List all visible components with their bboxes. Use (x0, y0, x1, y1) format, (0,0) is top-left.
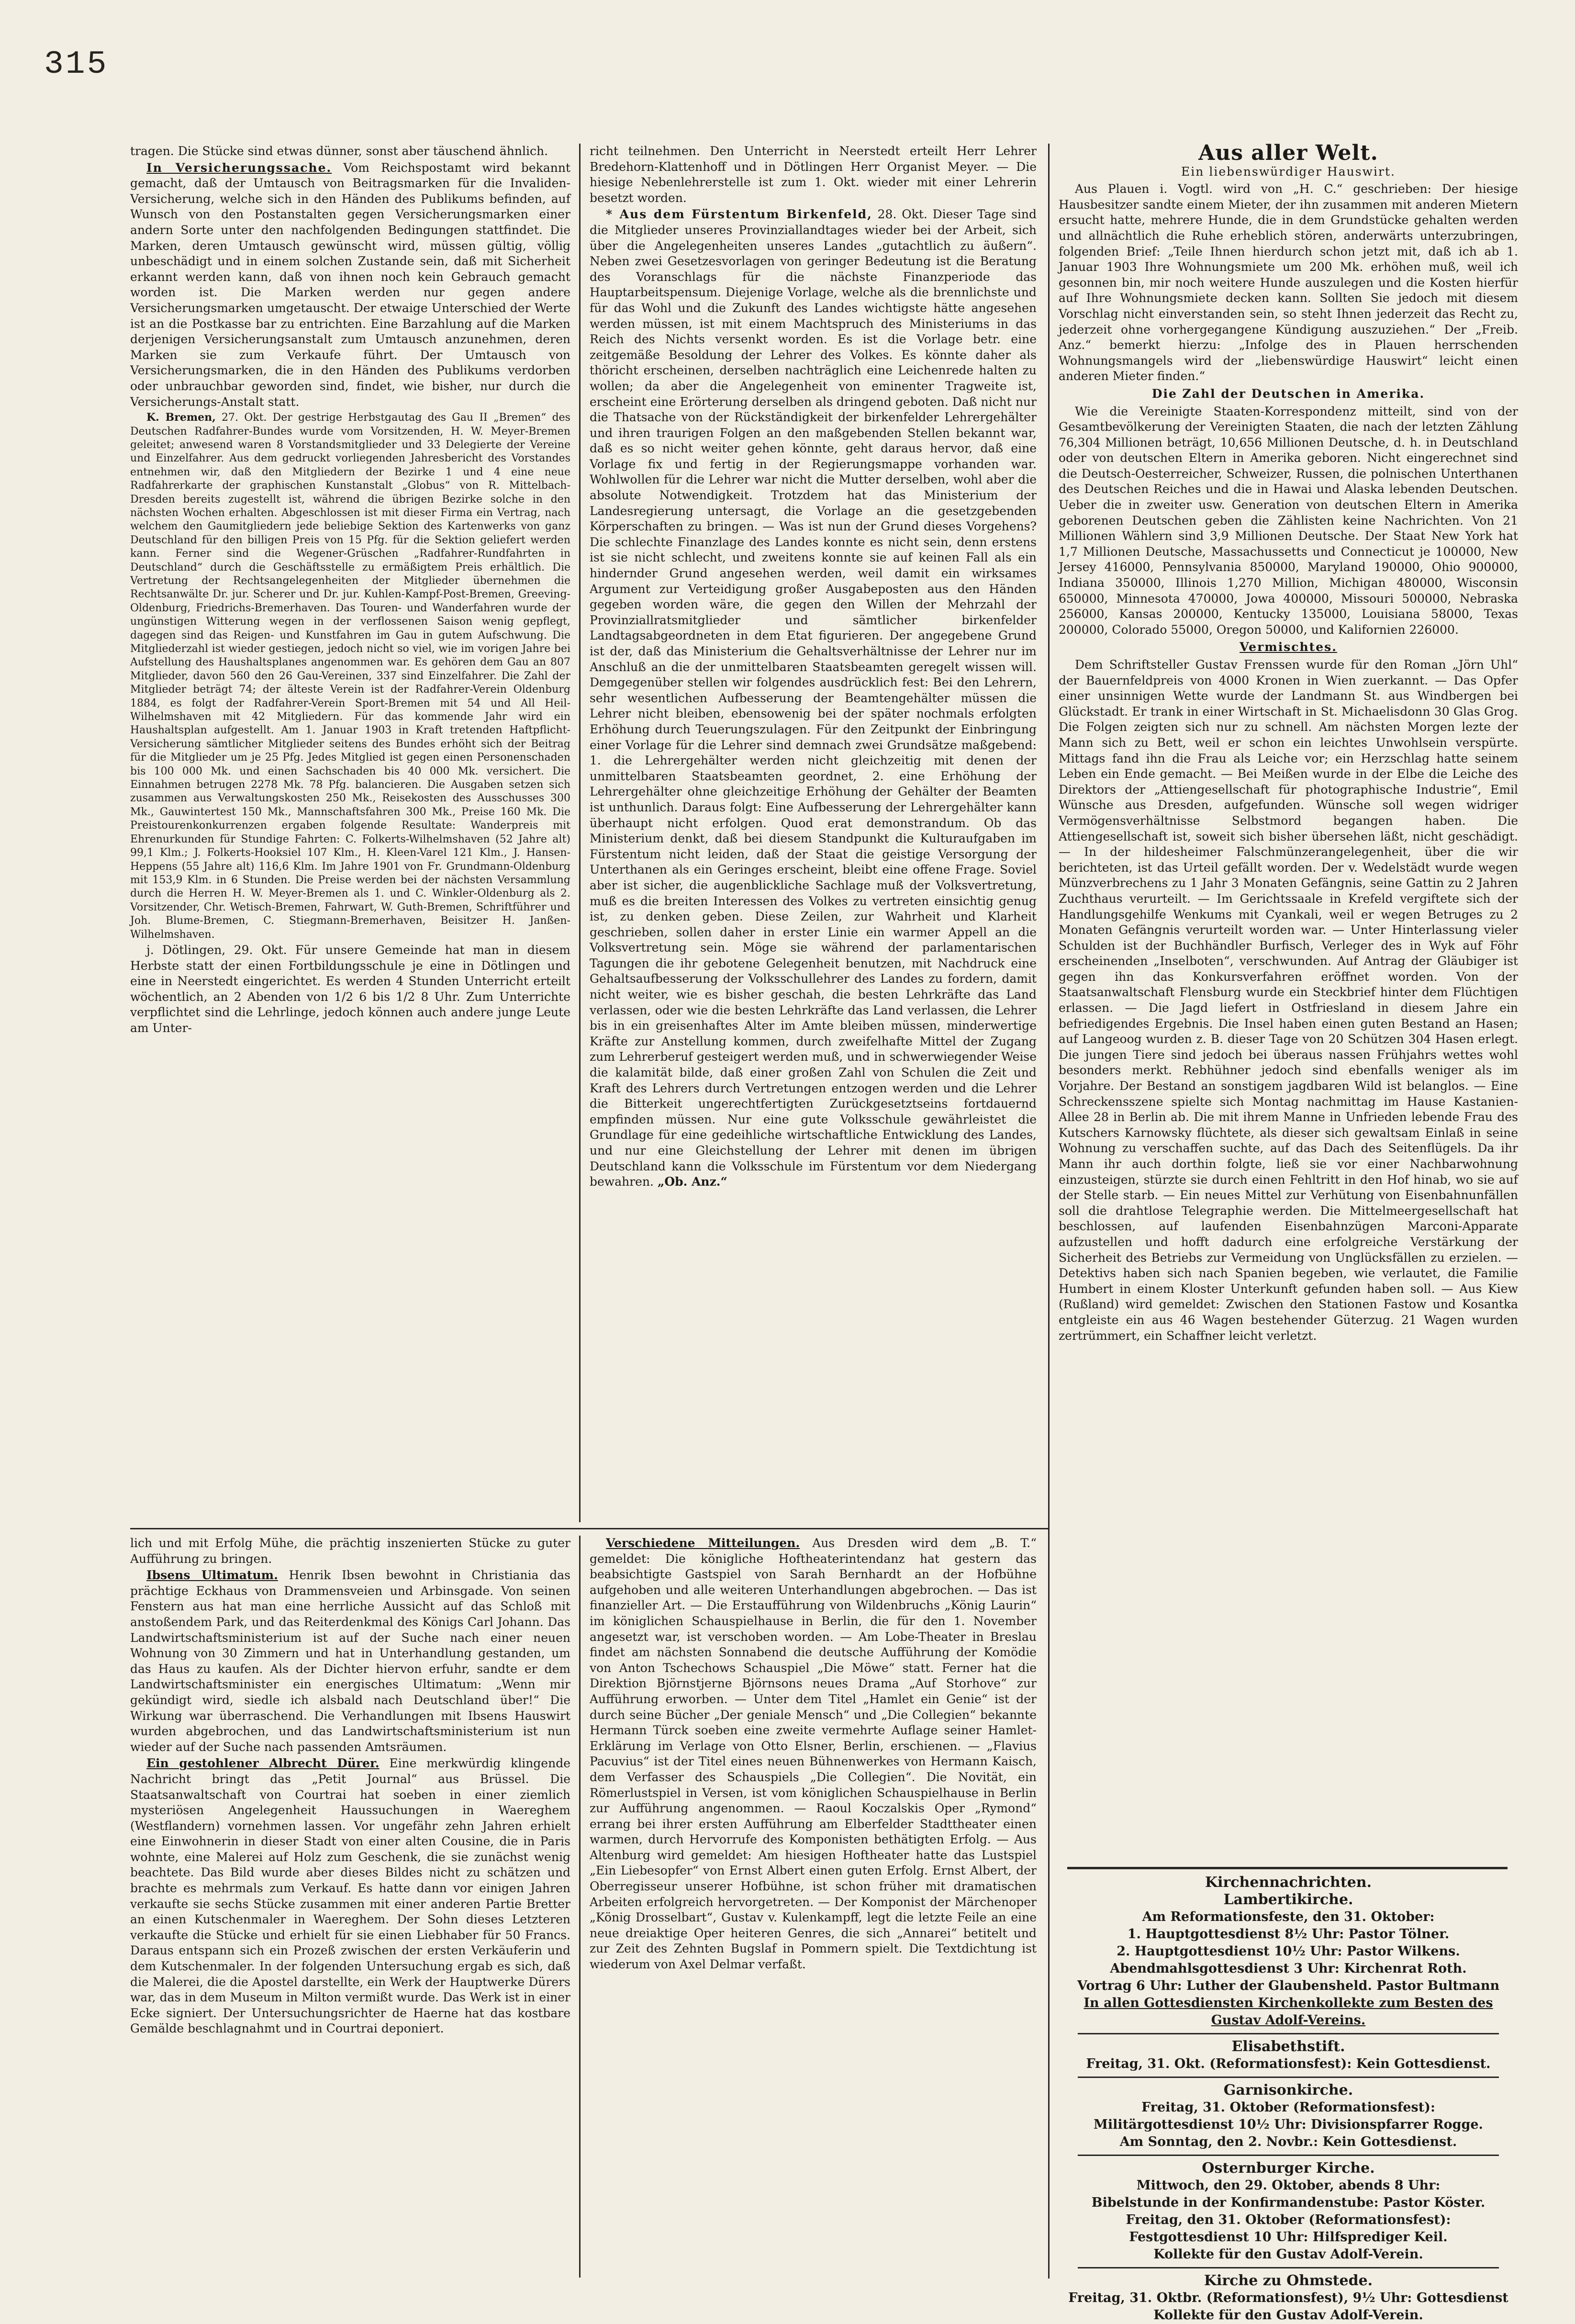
article-continuation: tragen. Die Stücke sind etwas dünner, sonst aber täuschend ähnlich. (130, 144, 548, 158)
church-divider (1078, 2267, 1499, 2268)
column-rule (579, 144, 581, 1522)
article-continuation: richt teilnehmen. Den Unterricht in Neerstedt erteilt Herr Lehrer Bredehorn-Klattenhoff und in Dötlingen Herr Organist Meyer. — Die hiesige Nebenlehrerstelle ist zum 1. Okt. wieder mit einer Lehrerin besetzt worden. (590, 144, 1037, 205)
article-title: In Versicherungssache. (146, 160, 332, 175)
church-service: Freitag, 31. Oktbr. (Reformationsfest), 9½ Uhr: Gottesdienst (1068, 2290, 1508, 2305)
column-1 (130, 144, 570, 1522)
church-service: Freitag, 31. Oktober (Reformationsfest): (1141, 2100, 1435, 2115)
article-dateline: j. Dötlingen, (146, 943, 226, 957)
church-news-title: Kirchennachrichten. (1205, 1874, 1372, 1891)
column-4 (130, 1536, 570, 2282)
section-heading: Aus aller Welt. (1198, 141, 1378, 165)
church-service: Kollekte für den Gustav Adolf-Verein. (1153, 2247, 1423, 2262)
church-service: Kollekte für den Gustav Adolf-Verein. (1153, 2308, 1423, 2323)
column-5 (590, 1536, 1037, 2282)
article-title: Verschiedene Mitteilungen. (606, 1536, 800, 1550)
section-rule (130, 1528, 1048, 1529)
column-rule (579, 1536, 581, 2278)
church-name: Elisabethstift. (1231, 2038, 1345, 2055)
article-amerika: Wie die Vereinigte Staaten-Korrespondenz mitteilt, sind von der Gesamtbevölkerung der Vereinigten Staaten, die nach der letzten Zählung 76,304 Millionen beträgt, 10,656 Millionen Deutsche, d. h. in Deutschland oder von deutschen Eltern in Amerika geboren. Nicht eingerechnet sind die Deutsch-Oesterreicher, Schweizer, Russen, die polnischen Unterthanen des Deutschen Reiches und die in Hawai und Alaska lebenden Deutschen. Ueber die in zweiter usw. Generation von deutschen Eltern in Amerika geborenen Deutschen geben die Zählisten keine Nachrichten. Von 21 Millionen Wählern sind 3,9 Millionen Deutsche. Der Staat New York hat 1,7 Millionen Deutsche, Massachussetts und Connecticut je 100000, New Jersey 416000, Pennsylvania 850000, Maryland 190000, Ohio 900000, Indiana 350000, Illinois 1,270 Million, Michigan 480000, Wisconsin 650000, Minnesota 470000, Jowa 400000, Missouri 500000, Nebraska 256000, Kansas 200000, Kentucky 135000, Louisiana 58000, Texas 200000, Colorado 55000, Oregon 50000, und Kalifornien 226000. (1059, 404, 1518, 637)
article-subtitle: Ein liebenswürdiger Hauswirt. (1181, 164, 1396, 179)
church-service: Vortrag 6 Uhr: Luther der Glaubensheld. Pastor Bultmann (1077, 1978, 1500, 1993)
article-versicherung: In Versicherungssache. Vom Reichspostamt wird bekannt gemacht, daß der Umtausch von Beitragsmarken für die Invaliden-Versicherung, welche sich in den Händen des Publikums befinden, auf Wunsch von den Postanstalten gegen Versicherungsmarken einer andern Sorte unter den nachfolgenden Bedingungen stattfindet. Die Marken, deren Umtausch gewünscht wird, müssen gültig, völlig unbeschädigt und in einem solchen Zustande sein, daß mit Sicherheit erkannt werden kann, daß von ihnen noch kein Gebrauch gemacht worden ist. Die Marken werden nur gegen andere Versicherungsmarken umgetauscht. Der etwaige Unterschied der Werte ist an die Postkasse bar zu entrichten. Eine Barzahlung auf die Marken derjenigen Versicherungsanstalt zum Umtausch anzunehmen, deren Marken sie zum Verkaufe führt. Der Umtausch von Versicherungsmarken, die in den Händen des Publikums verdorben oder unbrauchbar geworden sind, findet, wie bisher, nur durch die Versicherungs-Anstalt statt. (130, 160, 570, 409)
article-vermischtes: Dem Schriftsteller Gustav Frenssen wurde für den Roman „Jörn Uhl“ der Bauernfeldpreis von 4000 Kronen in Wien zuerkannt. — Das Opfer einer unsinnigen Wette wurde der Landmann St. aus Windbergen bei Glückstadt. Er trank in einer Wirtschaft in St. Michaelisdonn 30 Glas Grog. Die Folgen zeigten sich nur zu schnell. Am nächsten Morgen lezte der Mann sich zu Bett, weil er schon ein leichtes Unwohlsein verspürte. Mittags fand ihn die Frau als Leiche vor; ein Herzschlag hatte seinem Leben ein Ende gemacht. — Bei Meißen wurde in der Elbe die Leiche des Direktors der „Attiengesellschaft für photographische Industrie“, Emil Wünsche aus Dresden, aufgefunden. Wünsche soll wegen widriger Vermögensverhältnisse Selbstmord begangen haben. Die Attiengesellschaft ist, soweit sich bisher übersehen läßt, nicht geschädigt. — In der hildesheimer Falschmünzerangelegenheit, über die wir berichteten, ist das Urteil gefällt worden. Der v. Wedelstädt wurde wegen Münzverbrechens zu 1 Jahr 3 Monaten Gefängnis, seine Gattin zu 2 Jahren Zuchthaus verurteilt. — Im Gerichtssaale in Krefeld vergiftete sich der Handlungsgehilfe Wenkums mit Cyankali, weil er wegen Betruges zu 2 Monaten Gefängnis verurteilt worden war. — Unter Hinterlassung vieler Schulden ist der Buchhändler Burfisch, Verleger des in Wyk auf Föhr erscheinenden „Inselboten“, verschwunden. Auf Antrag der Gläubiger ist gegen ihn das Konkursverfahren eröffnet worden. Von der Staatsanwaltschaft Flensburg wurde ein Steckbrief hinter dem Flüchtigen erlassen. — Die Jagd liefert in Ostfriesland in diesem Jahre ein befriedigendes Ergebnis. Die Insel haben einen guten Bestand an Hasen; auf Langeoog wurden z. B. dieser Tage von 20 Schützen 304 Hasen erlegt. Die jungen Tiere sind jedoch bei überaus nassen Frühjahrs wettes wohl besonders merkt. Rebhühner jedoch sind ebenfalls weniger als im Vorjahre. Der Bestand an sonstigem jagdbaren Wild ist belanglos. — Eine Schreckensszene spielte sich Montag nachmittag im Hause Kastanien-Allee 28 in Berlin ab. Die mit ihrem Manne in Unfrieden lebende Frau des Kutschers Karnowsky flüchtete, als dieser sich gewaltsam Einlaß in seine Wohnung zu verschaffen suchte, auf das Dach des Seitenflügels. Da ihr Mann ihr auch dorthin folgte, ließ sie vor einer Nachbarwohnung einzusteigen, stürzte sie durch einen Fehltritt in den Hof hinab, wo sie auf der Stelle starb. — Ein neues Mittel zur Verhütung von Eisenbahnunfällen soll die drahtlose Telegraphie werden. Die Mittelmeergesellschaft hat beschlossen, auf laufenden Eisenbahnzügen Marconi-Apparate aufzustellen und hofft dadurch eine erfolgreiche Verstärkung der Sicherheit des Betriebs zur Vermeidung von Unglücksfällen zu erzielen. — Detektivs haben sich nach Spanien begeben, wie verlautet, die Familie Humbert in einem Kloster Unterkunft gefunden haben soll. — Aus Kiew (Rußland) wird gemeldet: Zwischen den Stationen Fastow und Kosantka entgleiste ein aus 46 Wagen bestehender Güterzug. 21 Wagen wurden zertrümmert, ein Schaffner leicht verletzt. (1059, 658, 1518, 1343)
article-bremen: K. Bremen, 27. Okt. Der gestrige Herbstgautag des Gau II „Bremen“ des Deutschen Radfahrer-Bundes wurde vom Vorsitzenden, H. W. Meyer-Bremen geleitet; anwesend waren 8 Vorstandsmitglieder und 33 Delegierte der Vereine und Einzelfahrer. Aus dem gedruckt vorliegenden Jahresbericht des Vorstandes entnehmen wir, daß den Mitgliedern der Bezirke 1 und 4 eine neue Radfahrerkarte der graphischen Kunstanstalt „Globus“ von R. Mittelbach-Dresden bereits zugestellt ist, während die übrigen Bezirke solche in den nächsten Wochen erhalten. Abgeschlossen ist mit dieser Firma ein Vertrag, nach welchem den Gaumitgliedern jede beliebige Sektion des Kartenwerks von ganz Deutschland für den billigen Preis von 15 Pfg. für die Sektion geliefert werden kann. Ferner sind die Wegener-Grüschen „Radfahrer-Rundfahrten in Deutschland“ durch die Geschäftsstelle zu ermäßigtem Preis erhältlich. Die Vertretung der Rechtsangelegenheiten der Mitglieder übernehmen die Rechtsanwälte Dr. jur. Scherer und Dr. jur. Kuhlen-Kampf-Post-Bremen, Greeving-Oldenburg, Friedrichs-Bremerhaven. Das Touren- und Wanderfahren wurde der ungünstigen Witterung wegen in der verflossenen Saison wenig gepflegt, dagegen sind das Reigen- und Kunstfahren im Gau in gutem Aufschwung. Die Mitgliederzahl ist wieder gestiegen, jedoch nicht so viel, wie im vorigen Jahre bei Aufstellung des Haushaltsplanes angenommen war. Es gehören dem Gau an 807 Mitglieder, davon 560 den 26 Gau-Vereinen, 337 sind Einzelfahrer. Die Zahl der Mitglieder beträgt 74; der älteste Verein ist der Radfahrer-Verein Oldenburg 1884, es folgt der Radfahrer-Verein Sport-Bremen mit 54 und All Heil-Wilhelmshaven mit 42 Mitgliedern. Für das kommende Jahr wird ein Haushaltsplan aufgestellt. Am 1. Januar 1903 in Kraft tretenden Haftpflicht-Versicherung sämtlicher Mitglieder seitens des Bundes erhöht sich der Beitrag für die Mitglieder um je 25 Pfg. Jedes Mitglied ist gegen einen Personenschaden bis 100 000 Mk. und einen Sachschaden bis 40 000 Mk. versichert. Die Einnahmen betrugen 2278 Mk. 78 Pfg. balancieren. Die Ausgaben setzen sich zusammen aus Verwaltungskosten 250 Mk., Reisekosten des Ausschusses 300 Mk., Gauwintertest 150 Mk., Mannschaftsfahren 300 Mk., Preise 160 Mk. Die Preistourenkonkurrenzen ergaben folgende Resultate: Wanderpreis mit Ehrenurkunden für Stundige Fahrten: C. Folkerts-Wilhelmshaven (52 Jahre alt) 99,1 Klm.; J. Folkerts-Hooksiel 107 Klm., H. Kleen-Varel 121 Klm., J. Hansen-Heppens (55 Jahre alt) 116,6 Klm. Im Jahre 1901 von Fr. Grundmann-Oldenburg mit 153,9 Klm. in 6 Stunden. Die Preise werden bei der nächsten Versammlung durch die Herren H. W. Meyer-Bremen als 1. und C. Winkler-Oldenburg als 2. Vorsitzender, Chr. Wetisch-Bremen, Fahrwart, W. Guth-Bremen, Schriftführer und Joh. Blume-Bremen, C. Stiegmann-Bremerhaven, Beisitzer H. Janßen-Wilhelmshaven. (130, 411, 570, 941)
article-title: Ibsens Ultimatum. (146, 1568, 278, 1583)
church-service: 1. Hauptgottesdienst 8½ Uhr: Pastor Tölner. (1127, 1927, 1450, 1942)
article-title: * Aus dem Fürstentum Birkenfeld, (606, 207, 872, 222)
church-service: Bibelstunde in der Konfirmandenstube: Pastor Köster. (1091, 2195, 1486, 2210)
article-hauswirt: Aus Plauen i. Vogtl. wird von „H. C.“ geschrieben: Der hiesige Hausbesitzer sandte einem Mieter, der ihn zusammen mit anderen Mietern ersucht hatte, mehrere Hunde, die in dem Grundstücke gehalten werden und allnächtlich die Ruhe erheblich stören, anderwärts unterzubringen, folgenden Brief: „Teile Ihnen hierdurch schon jetzt mit, daß ich ab 1. Januar 1903 Ihre Wohnungsmiete um 200 Mk. erhöhen muß, weil ich gesonnen bin, mir noch weitere Hunde auszulegen und die Kosten hierfür auf Ihre Wohnungsmiete decken kann. Sollten Sie jedoch mit diesem Vorschlag nicht einverstanden sein, so steht Ihnen jederzeit das Recht zu, jederzeit ohne vorhergegangene Kündigung auszuziehen.“ Der „Freib. Anz.“ bemerkt hierzu: „Infolge des in Plauen herrschenden Wohnungsmangels wird der „liebenswürdige Hauswirt“ leicht einen anderen Mieter finden.“ (1059, 182, 1518, 383)
church-service: Militärgottesdienst 10½ Uhr: Divisionspfarrer Rogge. (1094, 2117, 1483, 2132)
article-ibsen: Ibsens Ultimatum. Henrik Ibsen bewohnt in Christiania das prächtige Eckhaus von Drammensveien und Arbinsgade. Von seinen Fenstern aus hat man eine herrliche Aussicht auf das Schloß mit anstoßendem Park, und das Reiterdenkmal des Königs Carl Johann. Das Landwirtschaftsministerium ist auf der Suche nach einer neuen Wohnung von 30 Zimmern und hat in Unterhandlung gestanden, um das Haus zu kaufen. Als der Dichter hiervon erfuhr, sandte er dem Landwirtschaftsminister ein energisches Ultimatum: „Wenn mir gekündigt wird, siedle ich alsbald nach Deutschland über!“ Die Wirkung war überraschend. Die Verhandlungen mit Ibsens Hauswirt wurden abgebrochen, und das Landwirtschaftsministerium ist nun wieder auf der Suche nach passenden Amtsräumen. (130, 1568, 570, 1754)
article-subtitle: Vermischtes. (1240, 640, 1337, 654)
church-name: Osternburger Kirche. (1202, 2160, 1375, 2177)
church-service: Freitag, den 31. Oktober (Reformationsfest): (1126, 2212, 1451, 2227)
church-name: Kirche zu Ohmstede. (1204, 2272, 1373, 2289)
page-number: 315 (44, 46, 109, 83)
article-mitteilungen: Verschiedene Mitteilungen. Aus Dresden wird dem „B. T.“ gemeldet: Die königliche Hoftheaterintendanz hat gestern das beabsichtigte Gastspiel von Sarah Bernhardt an der Hofbühne aufgehoben und alle weiteren Unterhandlungen abgebrochen. — Das ist finanzieller Art. — Die Erstaufführung von Wildenbruchs „König Laurin“ im königlichen Schauspielhause in Berlin, die für den 1. November angesetzt war, ist verschoben worden. — Am Lobe-Theater in Breslau findet am nächsten Sonnabend die deutsche Aufführung der Komödie von Anton Tschechows Schauspiel „Die Möwe“ statt. Ferner hat die Direktion Björnstjerne Björnsons neues Drama „Auf Storhove“ zur Aufführung erworben. — Unter dem Titel „Hamlet ein Genie“ ist der durch seine Bücher „Der geniale Mensch“ und „Die Collegien“ bekannte Hermann Türck soeben eine zweite vermehrte Auflage seiner Hamlet-Erklärung im Verlage von Otto Elsner, Berlin, erschienen. — „Flavius Pacuvius“ ist der Titel eines neuen Bühnenwerkes von Hermann Kaisch, dem Verfasser des Schauspiels „Die Collegien“. Die Novität, ein Römerlustspiel in Versen, ist vom königlichen Schauspielhause in Berlin zur Aufführung angenommen. — Raoul Koczalskis Oper „Rymond“ errang bei ihrer ersten Aufführung am Elberfelder Stadttheater einen warmen, durch Hervorrufe des Komponisten bethätigten Erfolg. — Aus Altenburg wird gemeldet: Am hiesigen Hoftheater hatte das Lustspiel „Ein Liebesopfer“ von Ernst Albert einen guten Erfolg. Ernst Albert, der Oberregisseur unserer Hofbühne, ist schon früher mit dramatischen Arbeiten erfolgreich hervorgetreten. — Der Komponist der Märchenoper „König Drosselbart“, Gustav v. Kulenkampff, legt die letzte Feile an eine neue dreiaktige Oper heiteren Genres, die sich „Annarei“ betitelt und zur Zeit des Zehnten Bugslaf in Pommern spielt. Die Textdichtung ist wiederum von Axel Delmar verfaßt. (590, 1536, 1037, 1972)
church-service: Am Sonntag, den 2. Novbr.: Kein Gottesdienst. (1119, 2134, 1457, 2149)
column-2 (590, 144, 1037, 1522)
church-service: Festgottesdienst 10 Uhr: Hilfsprediger Keil. (1129, 2230, 1448, 2245)
article-fuerstentum: * Aus dem Fürstentum Birkenfeld, 28. Okt. Dieser Tage sind die Mitglieder unseres Provinziallandtages wieder bei der Arbeit, sich über die Angelegenheiten unseres Landes „gutachtlich zu äußern“. Neben zwei Gesetzesvorlagen von geringer Bedeutung ist die Beratung des Voranschlags für die nächste Finanzperiode das Hauptarbeitspensum. Diejenige Vorlage, welche als die brennlichste und für das Wohl und die Zukunft des Landes wichtigste hätte angesehen werden müssen, ist mit einem Machtspruch des Ministeriums in das Reich des Nichts versenkt worden. Es ist die Vorlage betr. eine zeitgemäße Besoldung der Lehrer des Volkes. Es könnte daher als thöricht erscheinen, derselben nachträglich eine Leichenrede halten zu wollen; da aber die Angelegenheit von eminenter Tragweite ist, erscheint eine Erörterung derselben als dringend geboten. Daß nicht nur die Thatsache von der Rückständigkeit der birkenfelder Lehrergehälter und ihren traurigen Folgen an den maßgebenden Stellen bekannt war, daß es so nicht weiter gehen könnte, geht daraus hervor, daß eine Vorlage fix und fertig in der Regierungsmappe vorhanden war. Wohlwollen für die Lehrer war nicht die Mutter derselben, wohl aber die absolute Notwendigkeit. Trotzdem hat das Ministerium der Landesregierung untersagt, die Vorlage an die gesetzgebenden Körperschaften zu bringen. — Was ist nun der Grund dieses Vorgehens? Die schlechte Finanzlage des Landes konnte es nicht sein, denn erstens ist sie nicht schlecht, und zweitens konnte sie auf keinen Fall als ein hindernder Grund angesehen werden, weil damit ein wirksames Argument zur Verteidigung großer Ausgabeposten aus den Händen gegeben worden wäre, die gegen den Willen der Mehrzahl der Provinziallratsmitglieder und sämtlicher birkenfelder Landtagsabgeordneten in dem Etat figurieren. Der angegebene Grund ist der, daß das Ministerium die Gehaltsverhältnisse der Lehrer nur im Anschluß an die der unmittelbaren Staatsbeamten geregelt wissen will. Demgegenüber stellen wir folgendes ausdrücklich fest: Bei den Lehrern, sehr wesentlichen Aufbesserung der Beamtengehälter müssen die Lehrer nicht bleiben, ebensowenig bei der später nochmals erfolgten Erhöhung durch Teuerungszulagen. Für den Zeitpunkt der Einbringung einer Vorlage für die Lehrer sind demnach zwei Grundsätze maßgebend: 1. die Lehrergehälter werden nicht gleichzeitig mit denen der unmittelbaren Staatsbeamten geordnet, 2. eine Erhöhung der Lehrergehälter ohne gleichzeitige Erhöhung der Gehälter der Beamten ist unthunlich. Daraus folgt: Eine Aufbesserung der Lehrergehälter kann überhaupt nicht erfolgen. Quod erat demonstrandum. Ob das Ministerium denkt, daß bei diesem Standpunkt die Kulturaufgaben im Fürstentum nicht leiden, daß der Staat die geistige Versorgung der Unterthanen als ein Geringes erscheint, bleibt eine offene Frage. Soviel aber ist sicher, die augenblickliche Sachlage muß der Volksvertretung, muß es die breiten Interessen des Volkes zu vertreten einsichtig genug ist, zu denken geben. Diese Zeilen, zur Wahrheit und Klarheit geschrieben, sollen daher in erster Linie ein warmer Appell an die Volksvertretung sein. Möge sie während der parlamentarischen Tagungen die ihr gebotene Gelegenheit benutzen, mit Nachdruck eine Gehaltsaufbesserung der Volksschullehrer des Landes zu fordern, damit nicht weiter, wie es bisher geschah, die besten Lehrkräfte das Land verlassen, oder wie die besten Lehrkräfte das Land verlassen, die Lehrer bis in ein greisenhaftes Alter im Amte bleiben müssen, minderwertige Kräfte zur Anstellung kommen, durch zweifelhafte Mittel der Zugang zum Lehrerberuf gesteigert werden muß, und in schwerwiegender Weise die kalamität bilde, daß einer großen Zahl von Schulen die Zeit und Kraft des Lehrers durch Vertretungen entzogen werden und die Lehrer die Bitterkeit ungerechtfertigten Zurückgesetztseins fortdauernd empfinden müssen. Nur eine gute Volksschule gewährleistet die Grundlage für eine gedeihliche wirtschaftliche Entwicklung des Landes, und nur eine Gleichstellung der Lehrer mit denen im übrigen Deutschland kann die Volksschule im Fürstentum vor dem Niedergang bewahren. „Ob. Anz.“ (590, 207, 1037, 1189)
church-service: Am Reformationsfeste, den 31. Oktober: (1142, 1909, 1435, 1924)
church-name: Lambertikirche. (1223, 1891, 1353, 1908)
church-service: Freitag, 31. Okt. (Reformationsfest): Kein Gottesdienst. (1086, 2056, 1491, 2071)
church-collection: In allen Gottesdiensten Kirchenkollekte zum Besten des Gustav Adolf-Vereins. (1084, 1996, 1493, 2028)
section-rule (1067, 1867, 1508, 1869)
article-dateline: K. Bremen, (146, 411, 216, 424)
column-rule (1048, 144, 1050, 2279)
church-name: Garnisonkirche. (1223, 2082, 1353, 2099)
article-source: „Ob. Anz.“ (657, 1175, 727, 1189)
church-divider (1078, 2077, 1499, 2078)
column-3 (1059, 141, 1518, 1857)
church-divider (1078, 2155, 1499, 2156)
church-service: Abendmahlsgottesdienst 3 Uhr: Kirchenrat Roth. (1110, 1961, 1467, 1976)
church-service: 2. Hauptgottesdienst 10½ Uhr: Pastor Wilkens. (1117, 1944, 1460, 1959)
article-subtitle: Die Zahl der Deutschen in Amerika. (1151, 386, 1425, 401)
article-doetlingen: j. Dötlingen, 29. Okt. Für unsere Gemeinde hat man in diesem Herbste statt der einen Fortbildungsschule je eine in Dötlingen und eine in Neerstedt eingerichtet. Es werden 4 Stunden Unterricht erteilt wöchentlich, an 2 Abenden von 1/2 6 bis 1/2 8 Uhr. Zum Unterrichte verpflichtet sind die Lehrlinge, jedoch können auch andere junge Leute am Unter- (130, 943, 570, 1035)
church-divider (1078, 2033, 1499, 2034)
article-title: Ein gestohlener Albrecht Dürer. (146, 1756, 380, 1771)
church-service: Mittwoch, den 29. Oktober, abends 8 Uhr: (1136, 2178, 1441, 2193)
church-news (1059, 1874, 1518, 2323)
article-continuation: lich und mit Erfolg Mühe, die prächtig inszenierten Stücke zu guter Aufführung zu bringen. (130, 1536, 570, 1566)
article-duerer: Ein gestohlener Albrecht Dürer. Eine merkwürdig klingende Nachricht bringt das „Petit Journal“ aus Brüssel. Die Staatsanwaltschaft von Courtrai hat soeben in einer ziemlich mysteriösen Angelegenheit Haussuchungen in Waereghem (Westflandern) vornehmen lassen. Vor ungefähr zehn Jahren erhielt eine Einwohnerin in dieser Stadt von einer alten Cousine, die in Paris wohnte, eine Malerei auf Holz zum Geschenk, die sie zunächst wenig beachtete. Das Bild wurde aber dieses Bildes nicht zu schätzen und brachte es mehrmals zum Verkauf. Es hatte dann vor einigen Jahren verkaufte sie sechs Stücke zusammen mit einer anderen Partie Bretter an einen Kutschenmaler in Waereghem. Der Sohn dieses Letzteren verkaufte die Stücke und erhielt für sie einen Liebhaber für 50 Francs. Daraus entspann sich ein Prozeß zwischen der ersten Verkäuferin und dem Kutschenmaler. In der folgenden Untersuchung ergab es sich, daß die Malerei, die die Apostel darstellte, ein Werk der Hauptwerke Dürers war, das in dem Museum in Milton vermißt wurde. Das Werk ist in einer Ecke signiert. Der Untersuchungsrichter de Haerne hat das kostbare Gemälde beschlagnahmt und in Courtrai deponiert. (130, 1756, 570, 2036)
